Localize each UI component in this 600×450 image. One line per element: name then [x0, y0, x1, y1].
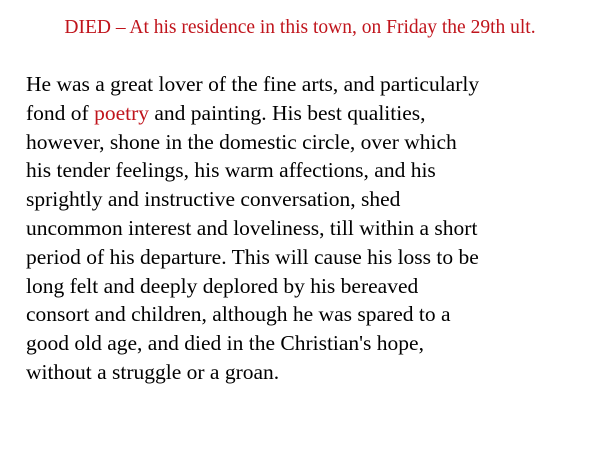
obituary-body — [26, 70, 594, 387]
body-line: long felt and deeply deplored by his bereaved — [26, 273, 419, 298]
body-line: uncommon interest and loveliness, till within a short — [26, 215, 478, 240]
body-line: period of his departure. This will cause his loss to be — [26, 244, 479, 269]
body-line: He was a great lover of the fine arts, and particularly — [26, 72, 480, 96]
body-line: consort and children, although he was spared to a — [26, 302, 451, 327]
headline: DIED – At his residence in this town, on Friday the 29th ult. — [64, 17, 536, 38]
body-text-fragment: fond of — [26, 100, 95, 125]
body-line: sprightly and instructive conversation, shed — [26, 187, 401, 212]
body-line: without a struggle or a groan. — [26, 359, 280, 384]
body-line: his tender feelings, his warm affections, and his — [26, 158, 436, 183]
body-line — [26, 99, 594, 128]
body-line: good old age, and died in the Christian's hope, — [26, 331, 424, 356]
body-text-fragment: and painting. His best qualities, — [149, 100, 426, 125]
body-line: however, shone in the domestic circle, over which — [26, 129, 457, 154]
highlighted-word: poetry — [94, 100, 150, 125]
